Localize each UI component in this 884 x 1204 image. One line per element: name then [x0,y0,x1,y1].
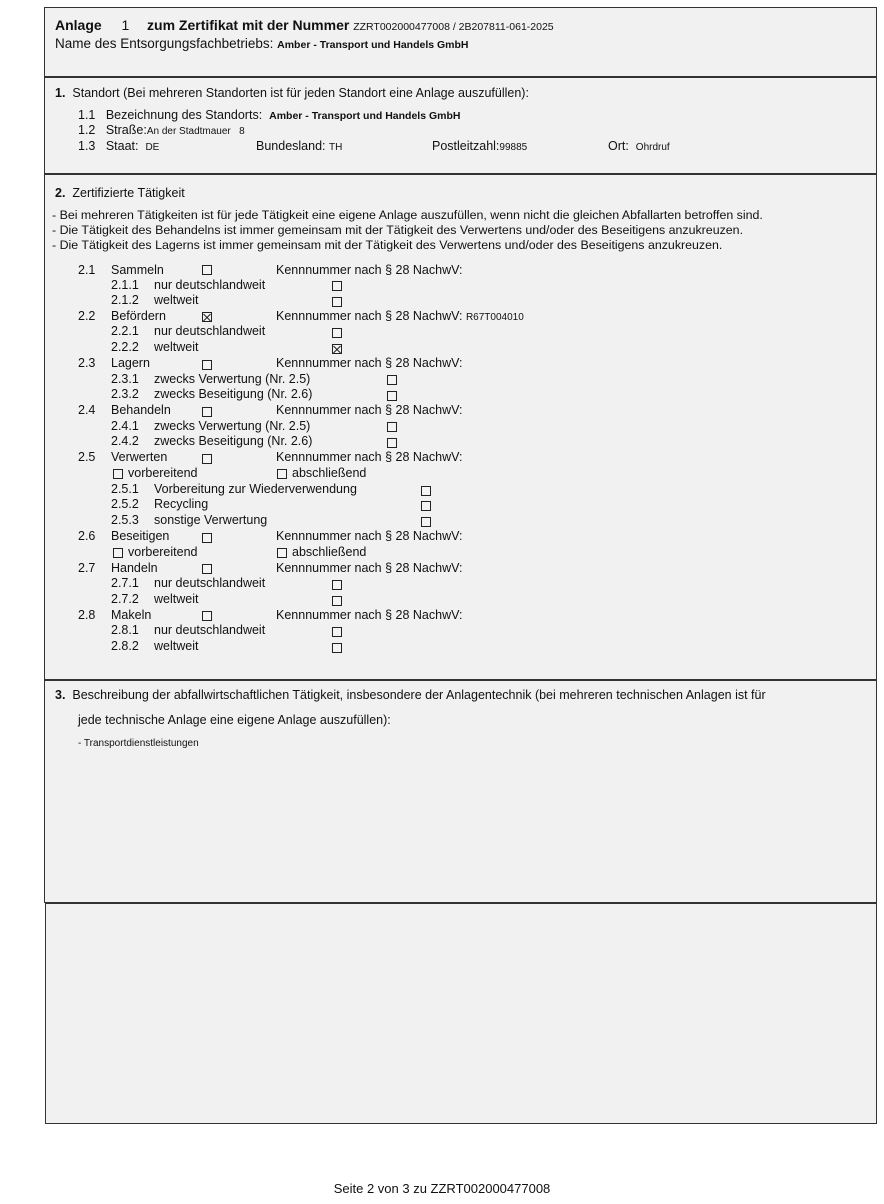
field-number: 1.2 [78,123,96,137]
row-num: 2.8 [78,608,96,622]
kenn-label: Kennnummer nach § 28 NachwV: [276,356,463,370]
checkbox-beseitigen-vorbereitend[interactable] [113,548,123,558]
row-num: 2.5.3 [111,513,139,527]
checkbox-verwerten[interactable] [202,454,212,464]
section-number: 1. [55,86,66,100]
field-label: Staat: [105,139,139,153]
row-num: 2.2.1 [111,324,139,338]
checkbox-wiederverwendung[interactable] [421,486,431,496]
section2-title [55,186,185,200]
row-num: 2.2 [78,309,96,323]
checkbox-verwerten-vorbereitend[interactable] [113,469,123,479]
anlage-number: 1 [121,17,130,33]
row-num: 2.5.1 [111,482,139,496]
company-label: Name des Entsorgungsfachbetriebs: [55,36,274,51]
kenn-label: Kennnummer nach § 28 NachwV: [276,403,463,417]
kenn-befoerdern: Kennnummer nach § 28 NachwV: R67T004010 [276,309,524,323]
row-label: weltweit [154,293,199,307]
row-label: Verwerten [111,450,168,464]
row-label: zwecks Beseitigung (Nr. 2.6) [154,387,313,401]
row-label: weltweit [154,340,199,354]
checkbox-befoerdern-deutschland[interactable] [332,328,342,338]
checkbox-sammeln-weltweit[interactable] [332,297,342,307]
checkbox-behandeln-beseitigung[interactable] [387,438,397,448]
row-label: zwecks Verwertung (Nr. 2.5) [154,372,311,386]
field-ort [608,139,670,155]
checkbox-makeln-weltweit[interactable] [332,643,342,653]
field-value: DE [145,142,160,153]
checkbox-befoerdern-weltweit[interactable] [332,344,342,354]
row-label: Makeln [111,608,152,622]
section-number: 3. [55,688,66,702]
note-3: - Die Tätigkeit des Lagerns ist immer gemeinsam mit der Tätigkeit des Verwertens und/oder des Beseitigens anzukreuzen. [52,238,723,252]
row-num: 2.4.2 [111,434,139,448]
kenn-label: Kennnummer nach § 28 NachwV: [276,561,463,575]
cert-label: zum Zertifikat mit der Nummer [147,17,350,33]
field-number: 1.1 [78,108,96,122]
field-label: Bundesland: [256,139,326,153]
empty-box [45,903,877,1124]
checkbox-behandeln[interactable] [202,407,212,417]
row-label: sonstige Verwertung [154,513,268,527]
row-num: 2.8.1 [111,623,139,637]
checkbox-befoerdern[interactable] [202,312,212,322]
row-num: 2.3.2 [111,387,139,401]
field-number: 1.3 [78,139,96,153]
kenn-label: Kennnummer nach § 28 NachwV: [276,529,463,543]
section-title-text: Zertifizierte Tätigkeit [72,186,185,200]
note-2: - Die Tätigkeit des Behandelns ist immer gemeinsam mit der Tätigkeit des Verwertens und/oder des Beseitigens anzukreuzen. [52,223,744,237]
row-label: Sammeln [111,263,164,277]
checkbox-verwerten-abschliessend[interactable] [277,469,287,479]
row-label: abschließend [292,545,367,559]
row-num: 2.1.2 [111,293,139,307]
row-label: Recycling [154,497,209,511]
checkbox-handeln-weltweit[interactable] [332,596,342,606]
checkbox-handeln-deutschland[interactable] [332,580,342,590]
row-num: 2.8.2 [111,639,139,653]
field-strasse [78,123,245,139]
field-value: 99885 [499,142,528,153]
row-num: 2.4 [78,403,96,417]
row-label: vorbereitend [128,545,198,559]
row-label: nur deutschlandweit [154,324,266,338]
section1-title [55,86,529,100]
section3-title [55,688,766,702]
row-num: 2.6 [78,529,96,543]
row-2-1: 2.1 [78,263,96,277]
checkbox-behandeln-verwertung[interactable] [387,422,397,432]
row-num: 2.5 [78,450,96,464]
checkbox-sammeln[interactable] [202,265,212,275]
section-number: 2. [55,186,66,200]
row-num: 2.3.1 [111,372,139,386]
row-label: nur deutschlandweit [154,576,266,590]
checkbox-sonstige-verwertung[interactable] [421,517,431,527]
checkbox-makeln[interactable] [202,611,212,621]
row-label: nur deutschlandweit [154,278,266,292]
anlage-label: Anlage [55,17,102,33]
row-label: nur deutschlandweit [154,623,266,637]
section-title-text: Standort (Bei mehreren Standorten ist für jeden Standort eine Anlage auszufüllen): [72,86,529,100]
checkbox-handeln[interactable] [202,564,212,574]
checkbox-makeln-deutschland[interactable] [332,627,342,637]
checkbox-lagern-beseitigung[interactable] [387,391,397,401]
row-label: weltweit [154,592,199,606]
field-value: Ohrdruf [635,142,670,153]
row-label: Befördern [111,309,166,323]
checkbox-sammeln-deutschland[interactable] [332,281,342,291]
row-num: 2.5.2 [111,497,139,511]
company-name: Amber - Transport und Handels GmbH [277,39,469,51]
cert-number: ZZRT002000477008 / 2B207811-061-2025 [353,21,554,33]
field-value: Amber - Transport und Handels GmbH [269,110,461,122]
row-label: weltweit [154,639,199,653]
row-label: zwecks Beseitigung (Nr. 2.6) [154,434,313,448]
field-value: TH [329,142,343,153]
field-label: Ort: [608,139,629,153]
row-label: Beseitigen [111,529,170,543]
field-staat [78,139,159,155]
field-value: An der Stadtmauer 8 [146,126,245,137]
checkbox-beseitigen-abschliessend[interactable] [277,548,287,558]
row-label: vorbereitend [128,466,198,480]
row-label: Vorbereitung zur Wiederverwendung [154,482,357,496]
field-bezeichnung [78,108,460,123]
field-label: Postleitzahl: [432,139,500,153]
row-num: 2.7 [78,561,96,575]
anlage-heading [55,18,554,34]
row-num: 2.4.1 [111,419,139,433]
row-label: Behandeln [111,403,171,417]
row-num: 2.3 [78,356,96,370]
field-label: Straße: [105,123,147,137]
row-label: abschließend [292,466,367,480]
checkbox-lagern[interactable] [202,360,212,370]
kenn-label: Kennnummer nach § 28 NachwV: [276,608,463,622]
kenn-label: Kennnummer nach § 28 NachwV: [276,263,463,277]
page-footer: Seite 2 von 3 zu ZZRT002000477008 [333,1181,551,1196]
checkbox-beseitigen[interactable] [202,533,212,543]
checkbox-recycling[interactable] [421,501,431,511]
kenn-label: Kennnummer nach § 28 NachwV: [276,450,463,464]
field-plz [432,139,527,155]
company-line [55,37,469,52]
checkbox-lagern-verwertung[interactable] [387,375,397,385]
row-num: 2.7.2 [111,592,139,606]
kenn-value: R67T004010 [465,312,524,323]
section3-description: - Transportdienstleistungen [78,738,199,749]
field-label: Bezeichnung des Standorts: [105,108,263,122]
field-bundesland [256,139,342,155]
section-title-text: Beschreibung der abfallwirtschaftlichen Tätigkeit, insbesondere der Anlagentechnik (bei mehreren technischen Anlagen ist für [72,688,766,702]
section3-title-line2: jede technische Anlage eine eigene Anlage auszufüllen): [78,713,391,727]
row-num: 2.1.1 [111,278,139,292]
note-1: - Bei mehreren Tätigkeiten ist für jede Tätigkeit eine eigene Anlage auszufüllen, wenn nicht die gleichen Abfallarten betroffen sind. [52,208,763,222]
row-num: 2.7.1 [111,576,139,590]
row-label: Handeln [111,561,158,575]
row-label: Lagern [111,356,150,370]
row-num: 2.2.2 [111,340,139,354]
row-label: zwecks Verwertung (Nr. 2.5) [154,419,311,433]
